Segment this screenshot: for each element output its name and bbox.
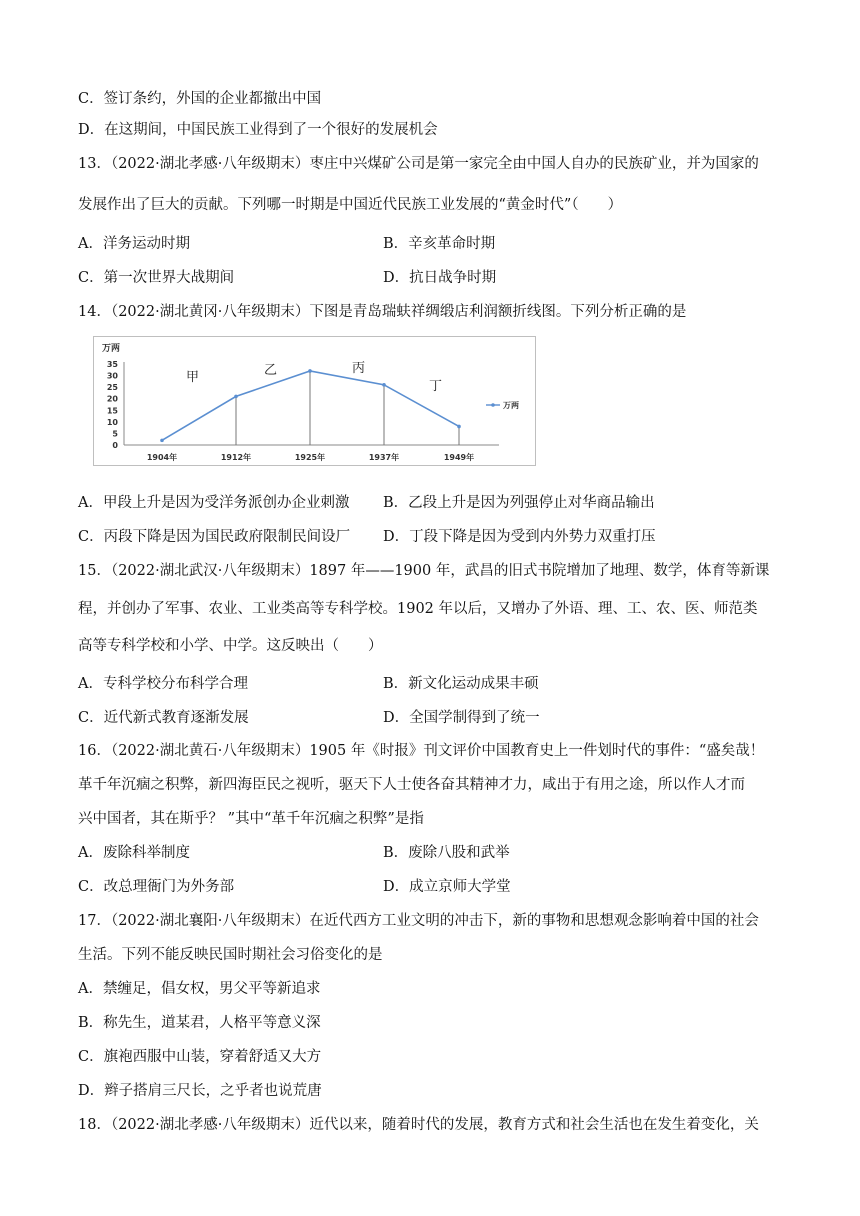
y-tick-label: 10: [106, 417, 118, 427]
q13-option-a: A．洋务运动时期: [78, 236, 190, 252]
data-point: [308, 369, 312, 373]
q15-stem-line-1: 15．（2022·湖北武汉·八年级期末）1897 年——1900 年，武昌的旧式书院增加了地理、数学，体育等新课: [78, 563, 770, 579]
q15-option-c: C．近代新式教育逐渐发展: [78, 710, 249, 726]
y-tick-label: 5: [112, 429, 118, 439]
y-axis-label: 万两: [102, 344, 121, 354]
x-tick-label: 1904年: [146, 453, 178, 462]
q16-stem-line-3: 兴中国者，其在斯乎？ ”其中“革千年沉痼之积弊”是指: [78, 811, 424, 827]
data-point: [234, 395, 238, 399]
q14-stem: 14．（2022·湖北黄冈·八年级期末）下图是青岛瑞蚨祥绸缎店利润额折线图。下列分析正确的是: [78, 304, 687, 320]
profit-line-chart: [93, 336, 536, 466]
q17-option-d: D．辫子搭肩三尺长，之乎者也说荒唐: [78, 1083, 322, 1099]
y-tick-label: 20: [106, 394, 118, 404]
q18-stem-line-1: 18．（2022·湖北孝感·八年级期末）近代以来，随着时代的发展，教育方式和社会生活也在发生着变化，关: [78, 1117, 759, 1133]
q13-option-b: B．辛亥革命时期: [383, 236, 496, 252]
q15-stem-line-3: 高等专科学校和小学、中学。这反映出（ ）: [78, 638, 383, 654]
data-point: [382, 383, 386, 387]
segment-label: 丁: [429, 379, 443, 394]
y-tick-label: 35: [106, 360, 118, 369]
q17-option-c: C．旗袍西服中山装，穿着舒适又大方: [78, 1049, 322, 1065]
x-tick-label: 1912年: [220, 453, 252, 462]
data-point: [160, 439, 164, 443]
segment-label: 乙: [264, 363, 278, 378]
y-tick-label: 30: [106, 371, 118, 381]
chart-canvas: [94, 337, 535, 465]
q15-option-b: B．新文化运动成果丰硕: [383, 676, 539, 692]
x-tick-label: 1949年: [443, 453, 475, 462]
q16-stem-line-2: 革千年沉痼之积弊，新四海臣民之视听，驱天下人士使各奋其精神才力，咸出于有用之途，所以作人才而: [78, 777, 745, 793]
data-point: [457, 425, 461, 429]
q15-option-d: D．全国学制得到了统一: [383, 710, 540, 726]
q13-stem-line-2: 发展作出了巨大的贡献。下列哪一时期是中国近代民族工业发展的“黄金时代”（ ）: [78, 197, 623, 213]
y-tick-label: 25: [106, 383, 118, 393]
q15-option-a: A．专科学校分布科学合理: [78, 676, 248, 692]
q13-option-c: C．第一次世界大战期间: [78, 270, 235, 286]
q14-option-a: A．甲段上升是因为受洋务派创办企业刺激: [78, 495, 350, 511]
legend-marker: [491, 403, 495, 407]
q17-option-a: A．禁缠足，倡女权，男父平等新追求: [78, 981, 321, 997]
legend-label: 万两: [503, 401, 519, 410]
q16-option-a: A．废除科举制度: [78, 845, 190, 861]
q14-option-d: D．丁段下降是因为受到内外势力双重打压: [383, 529, 656, 545]
q16-stem-line-1: 16．（2022·湖北黄石·八年级期末）1905 年《时报》刊文评价中国教育史上一件划时代的事件：“盛矣哉！: [78, 743, 765, 759]
y-tick-label: 15: [106, 406, 118, 416]
q13-option-d: D．抗日战争时期: [383, 270, 497, 286]
q16-option-c: C．改总理衙门为外务部: [78, 879, 235, 895]
q17-stem-line-1: 17．（2022·湖北襄阳·八年级期末）在近代西方工业文明的冲击下，新的事物和思想观念影响着中国的社会: [78, 913, 759, 929]
y-tick-label: 0: [112, 441, 118, 450]
q16-option-d: D．成立京师大学堂: [383, 879, 511, 895]
q14-option-b: B．乙段上升是因为列强停止对华商品输出: [383, 495, 655, 511]
q12-option-d: D．在这期间，中国民族工业得到了一个很好的发展机会: [78, 122, 438, 138]
x-tick-label: 1925年: [294, 453, 326, 462]
x-tick-label: 1937年: [368, 453, 400, 462]
segment-label: 甲: [186, 370, 200, 385]
q14-option-c: C．丙段下降是因为国民政府限制民间设厂: [78, 529, 351, 545]
q17-stem-line-2: 生活。下列不能反映民国时期社会习俗变化的是: [78, 947, 383, 963]
q17-option-b: B．称先生，道某君，人格平等意义深: [78, 1015, 321, 1031]
q13-stem-line-1: 13．（2022·湖北孝感·八年级期末）枣庄中兴煤矿公司是第一家完全由中国人自办的民族矿业，并为国家的: [78, 156, 759, 172]
q16-option-b: B．废除八股和武举: [383, 845, 510, 861]
segment-label: 丙: [352, 361, 366, 376]
q12-option-c: C．签订条约，外国的企业都撤出中国: [78, 91, 322, 107]
q15-stem-line-2: 程，并创办了军事、农业、工业类高等专科学校。1902 年以后，又增办了外语、理、工、农、医、师范类: [78, 601, 758, 617]
